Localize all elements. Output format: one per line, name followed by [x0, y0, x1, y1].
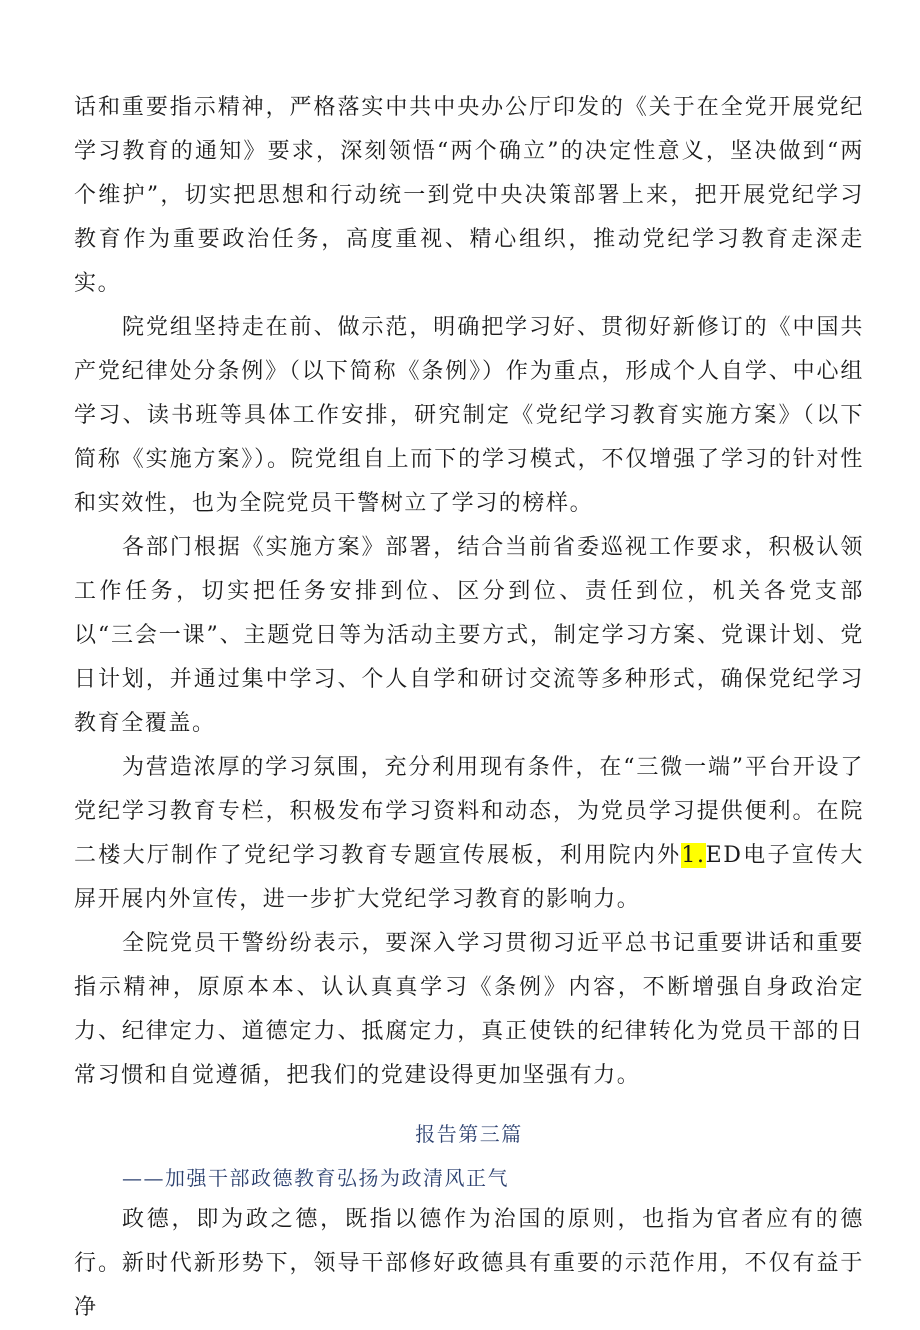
section-title: 报告第三篇	[415, 1122, 523, 1146]
paragraph-4-text-before: 为营造浓厚的学习氛围，充分利用现有条件，在“三微一端”平台开设了党纪学习教育专栏，积极发布学习资料和动态，为党员学习提供便利。在院二楼大厅制作了党纪学习教育专题宣传展板，利用院内外	[74, 755, 864, 868]
paragraph-5: 全院党员干警纷纷表示，要深入学习贯彻习近平总书记重要讲话和重要指示精神，原原本本、认认真真学习《条例》内容，不断增强自身政治定力、纪律定力、道德定力、抵腐定力，真正使铁的纪律转化为党员干部的日常习惯和自觉遵循，把我们的党建设得更加坚强有力。	[74, 931, 864, 1088]
paragraph-4	[74, 746, 864, 922]
paragraph-4-text-after: ED电子宣传大屏开展内外宣传，进一步扩大党纪学习教育的影响力。	[74, 843, 864, 912]
highlighted-text: 1.	[681, 843, 706, 868]
paragraph-6: 政德，即为政之德，既指以德作为治国的原则，也指为官者应有的德行。新时代新形势下，领导干部修好政德具有重要的示范作用，不仅有益于净	[74, 1207, 864, 1320]
paragraph-3: 各部门根据《实施方案》部署，结合当前省委巡视工作要求，积极认领工作任务，切实把任务安排到位、区分到位、责任到位，机关各党支部以“三会一课”、主题党日等为活动主要方式，制定学习方案、党课计划、党日计划，并通过集中学习、个人自学和研讨交流等多种形式，确保党纪学习教育全覆盖。	[74, 535, 864, 736]
paragraph-1: 话和重要指示精神，严格落实中共中央办公厅印发的《关于在全党开展党纪学习教育的通知》要求，深刻领悟“两个确立”的决定性意义，坚决做到“两个维护”，切实把思想和行动统一到党中央决策部署上来，把开展党纪学习教育作为重要政治任务，高度重视、精心组织，推动党纪学习教育走深走实。	[74, 95, 864, 296]
section-subtitle: ——加强干部政德教育弘扬为政清风正气	[122, 1166, 509, 1190]
paragraph-2: 院党组坚持走在前、做示范，明确把学习好、贯彻好新修订的《中国共产党纪律处分条例》（以下简称《条例》）作为重点，形成个人自学、中心组学习、读书班等具体工作安排，研究制定《党纪学习教育实施方案》（以下简称《实施方案》）。院党组自上而下的学习模式，不仅增强了学习的针对性和实效性，也为全院党员干警树立了学习的榜样。	[74, 315, 864, 516]
